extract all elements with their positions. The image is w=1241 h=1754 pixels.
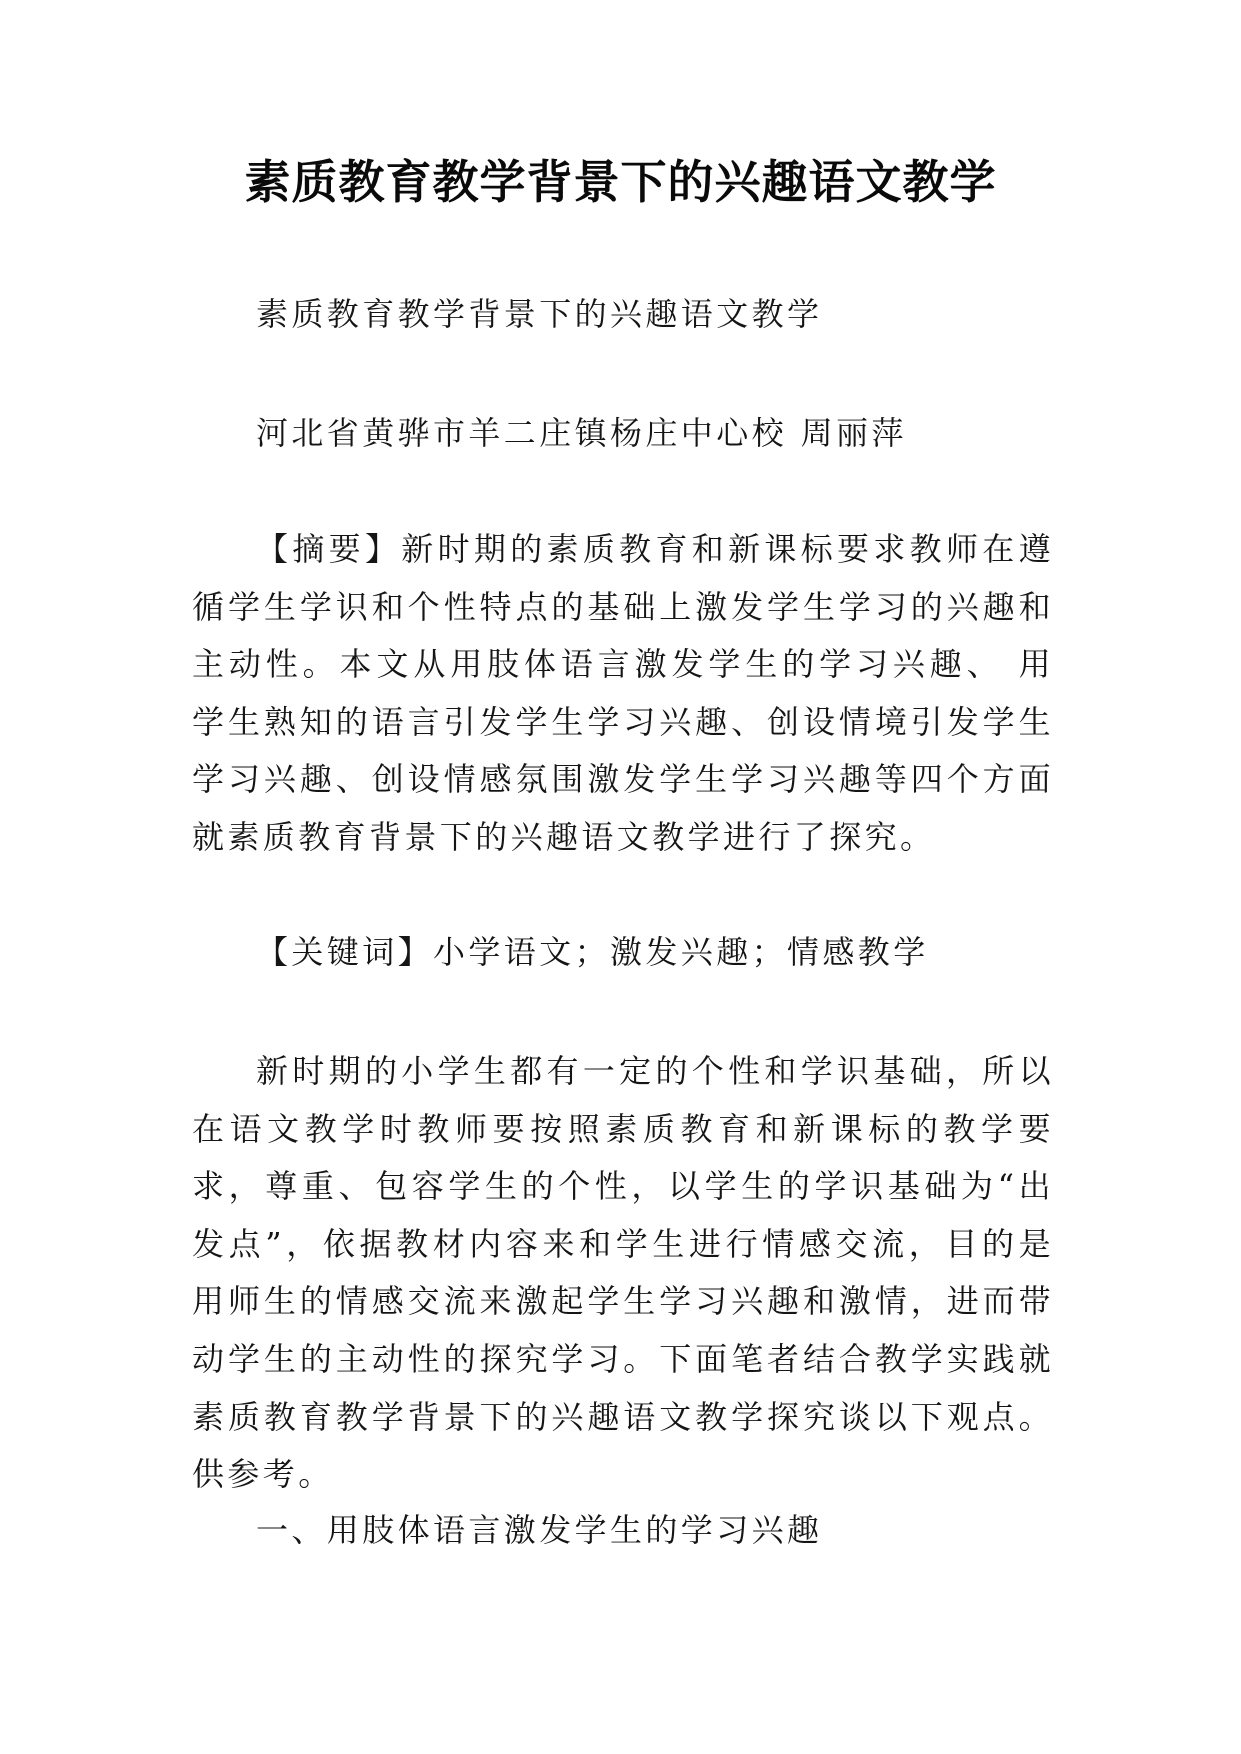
author-line: 河北省黄骅市羊二庄镇杨庄中心校 周丽萍: [256, 414, 907, 452]
keywords-paragraph: 【关键词】小学语文；激发兴趣；情感教学: [256, 933, 929, 971]
body-paragraph: 新时期的小学生都有一定的个性和学识基础，所以在语文教学时教师要按照素质教育和新课标的教学要求，尊重、包容学生的个性，以学生的学识基础为“出发点”，依据教材内容来和学生进行情感交流，目的是用师生的情感交流来激起学生学习兴趣和激情，进而带动学生的主动性的探究学习。下面笔者结合教学实践就素质教育教学背景下的兴趣语文教学探究谈以下观点。供参考。: [192, 1052, 1054, 1494]
section-heading: 一、用肢体语言激发学生的学习兴趣: [256, 1511, 823, 1549]
document-subtitle: 素质教育教学背景下的兴趣语文教学: [256, 295, 823, 333]
abstract-paragraph: 【摘要】新时期的素质教育和新课标要求教师在遵循学生学识和个性特点的基础上激发学生学习的兴趣和主动性。本文从用肢体语言激发学生的学习兴趣、 用学生熟知的语言引发学生学习兴趣、创设情境引发学生学习兴趣、创设情感氛围激发学生学习兴趣等四个方面就素质教育背景下的兴趣语文教学进行了探究。: [192, 530, 1054, 856]
document-title: 素质教育教学背景下的兴趣语文教学: [244, 155, 997, 209]
